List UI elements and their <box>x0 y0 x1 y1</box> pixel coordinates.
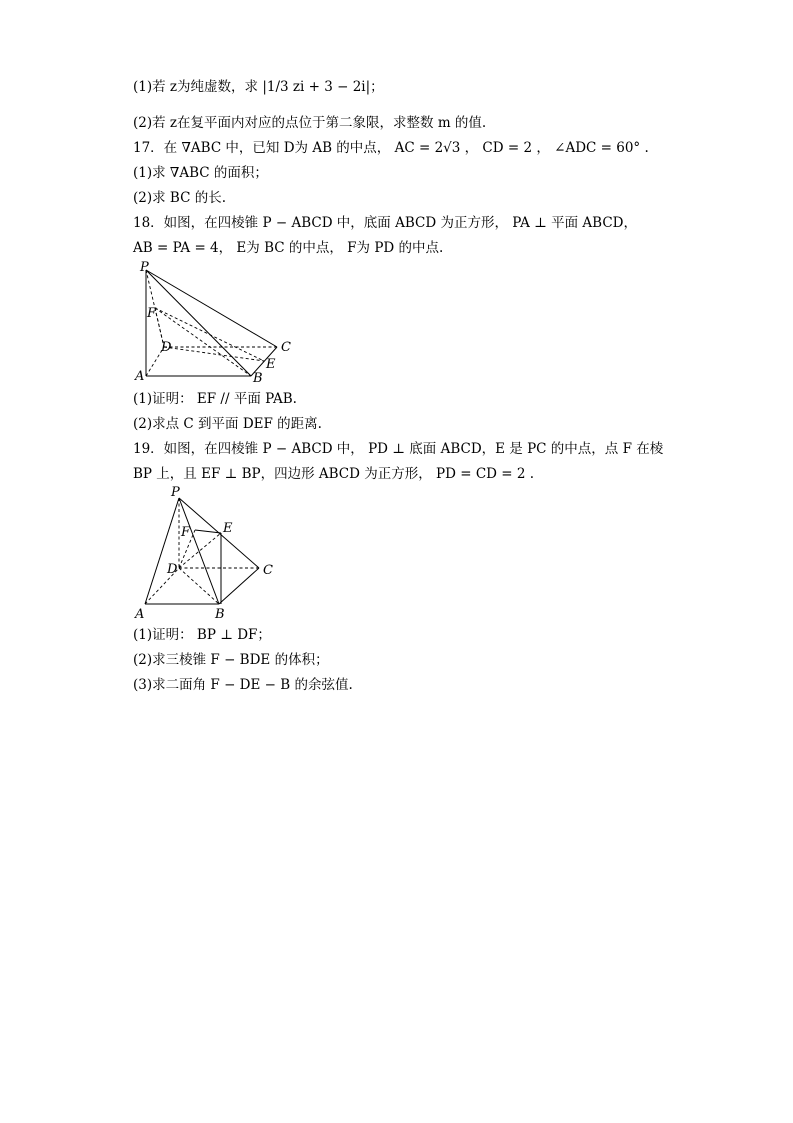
label-F: F <box>181 525 191 540</box>
label-E: E <box>223 521 233 536</box>
label-P: P <box>171 485 180 500</box>
figure-q19-pyramid <box>133 484 293 624</box>
q16-part1: (1)若 z为纯虚数，求 |1/3 zi + 3 − 2i|； <box>133 79 384 95</box>
label-A: A <box>135 369 145 384</box>
label-C: C <box>281 340 291 355</box>
q18-stem-line2: AB = PA = 4， E为 BC 的中点， F为 PD 的中点. <box>133 240 444 256</box>
q17-part2: (2)求 BC 的长. <box>133 190 226 206</box>
label-B: B <box>253 371 263 386</box>
label-E: E <box>266 357 276 372</box>
label-C: C <box>263 563 273 578</box>
q19-part1: (1)证明： BP ⊥ DF； <box>133 627 271 643</box>
q16-part2: (2)若 z在复平面内对应的点位于第二象限，求整数 m 的值. <box>133 115 487 131</box>
label-B: B <box>215 607 225 622</box>
q18-stem-line1: 18．如图，在四棱锥 P − ABCD 中，底面 ABCD 为正方形， PA ⊥ 平面 ABCD， <box>133 215 637 231</box>
q19-stem-line1: 19．如图，在四棱锥 P − ABCD 中， PD ⊥ 底面 ABCD，E 是 PC 的中点，点 F 在棱 <box>133 441 664 457</box>
label-A: A <box>135 607 145 622</box>
label-P: P <box>140 260 149 275</box>
q19-part2: (2)求三棱锥 F − BDE 的体积； <box>133 652 329 668</box>
q19-stem-line2: BP 上，且 EF ⊥ BP，四边形 ABCD 为正方形， PD = CD = 2 . <box>133 466 535 482</box>
label-F: F <box>147 306 157 321</box>
label-D: D <box>161 340 172 355</box>
q17-part1: (1)求 ∇ABC 的面积； <box>133 165 268 181</box>
q18-part2: (2)求点 C 到平面 DEF 的距离. <box>133 416 322 432</box>
figure-q18-pyramid <box>133 258 303 388</box>
q19-part3: (3)求二面角 F − DE − B 的余弦值. <box>133 677 353 693</box>
label-D: D <box>167 562 178 577</box>
q18-part1: (1)证明： EF // 平面 PAB. <box>133 391 297 407</box>
q17-stem: 17．在 ∇ABC 中，已知 D为 AB 的中点， AC = 2√3 ， CD = 2 ， ∠ADC = 60° . <box>133 140 649 156</box>
